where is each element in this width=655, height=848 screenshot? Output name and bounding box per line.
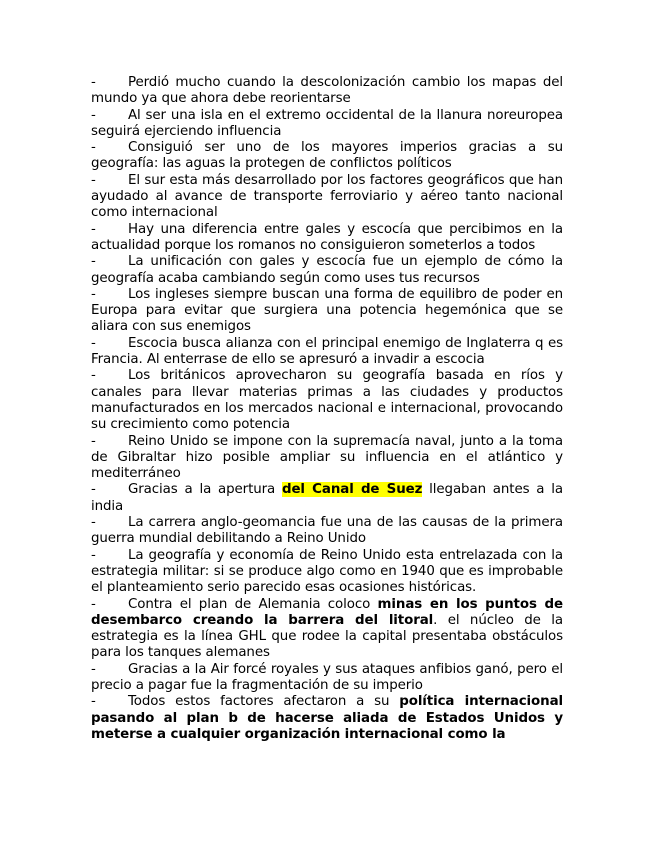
highlighted-text: del Canal de Suez xyxy=(281,482,423,498)
bold-text: minas en los puntos de desembarco creando la barrera del litoral xyxy=(91,596,564,628)
document-page xyxy=(91,75,563,743)
list-item xyxy=(91,173,563,222)
item-text: El sur esta más desarrollado por los factores geográficos que han ayudado al avance de transporte ferroviario y aéreo tanto nacional como internacional xyxy=(91,172,563,221)
item-text: . el núcleo de la estrategia es la línea GHL que rodee la capital presentaba obstáculos para los tanques alemanes xyxy=(91,612,563,661)
bullet-dash: - xyxy=(91,75,96,90)
bullet-dash: - xyxy=(91,368,96,384)
bullet-dash: - xyxy=(91,221,96,237)
list-item xyxy=(91,140,563,173)
item-text: Hay una diferencia entre gales y escocía que percibimos en la actualidad porque los romanos no consiguieron someterlos a todos xyxy=(91,221,563,253)
list-item xyxy=(91,254,563,287)
bullet-dash: - xyxy=(91,286,96,302)
bullet-dash: - xyxy=(91,661,96,677)
item-text: Reino Unido se impone con la supremacía naval, junto a la toma de Gibraltar hizo posible ampliar su influencia en el atlántico y mediterráneo xyxy=(91,433,563,482)
item-text: Los ingleses siempre buscan una forma de equilibro de poder en Europa para evitar que surgiera una potencia hegemónica que se aliara con sus enemigos xyxy=(91,286,563,335)
item-text: Escocia busca alianza con el principal enemigo de Inglaterra q es Francia. Al enterrase de ello se apresuró a invadir a escocia xyxy=(91,335,563,368)
bullet-dash: - xyxy=(91,547,96,563)
bullet-dash: - xyxy=(91,254,96,270)
list-item xyxy=(91,597,563,662)
item-text: Contra el plan de Alemania coloco xyxy=(128,596,378,612)
bullet-dash: - xyxy=(91,433,96,449)
item-text: llegaban antes a la india xyxy=(91,482,563,514)
list-item xyxy=(91,368,563,433)
list-item xyxy=(91,482,563,515)
list-item xyxy=(91,694,563,743)
item-text: Consiguió ser uno de los mayores imperios gracias a su geografía: las aguas la protegen de conflictos políticos xyxy=(91,140,563,172)
item-text: La unificación con gales y escocía fue un ejemplo de cómo la geografía acaba cambiando según como uses tus recursos xyxy=(91,254,563,286)
bullet-dash: - xyxy=(91,482,96,498)
list-item xyxy=(91,336,563,369)
list-item xyxy=(91,434,563,483)
item-text: Gracias a la Air forcé royales y sus ataques anfibios ganó, pero el precio a pagar fue la fragmentación de su imperio xyxy=(91,661,563,693)
bullet-dash: - xyxy=(91,107,96,123)
bullet-dash: - xyxy=(91,172,96,188)
list-item xyxy=(91,515,563,548)
bullet-dash: - xyxy=(91,140,96,156)
bullet-dash: - xyxy=(91,694,96,710)
item-text: Los británicos aprovecharon su geografía basada en ríos y canales para llevar materias primas a las ciudades y productos manufacturados en los mercados nacional e internacional, provocando su crecimiento como potencia xyxy=(91,368,563,433)
bullet-dash: - xyxy=(91,515,96,531)
list-item xyxy=(91,75,563,108)
bold-text: política internacional pasando al plan b de hacerse aliada de Estados Unidos y meterse a cualquier organización internacional como la xyxy=(91,694,563,742)
list-item xyxy=(91,222,563,255)
item-text: Al ser una isla en el extremo occidental de la llanura noreuropea seguirá ejerciendo influencia xyxy=(91,107,563,139)
bullet-dash: - xyxy=(91,596,96,612)
list-item xyxy=(91,662,563,695)
list-item xyxy=(91,108,563,141)
item-text: Todos estos factores afectaron a su xyxy=(128,694,400,710)
item-text: Gracias a la apertura xyxy=(128,482,282,498)
item-text: Perdió mucho cuando la descolonización cambio los mapas del mundo ya que ahora debe reorientarse xyxy=(91,75,563,107)
bullet-dash: - xyxy=(91,335,96,351)
list-item xyxy=(91,548,563,597)
item-text: La carrera anglo-geomancia fue una de las causas de la primera guerra mundial debilitando a Reino Unido xyxy=(91,515,563,547)
item-text: La geografía y economía de Reino Unido esta entrelazada con la estrategia militar: si se produce algo como en 1940 que es improbable el planteamiento serio parecido esas ocasiones históricas. xyxy=(91,547,563,596)
list-item xyxy=(91,287,563,336)
